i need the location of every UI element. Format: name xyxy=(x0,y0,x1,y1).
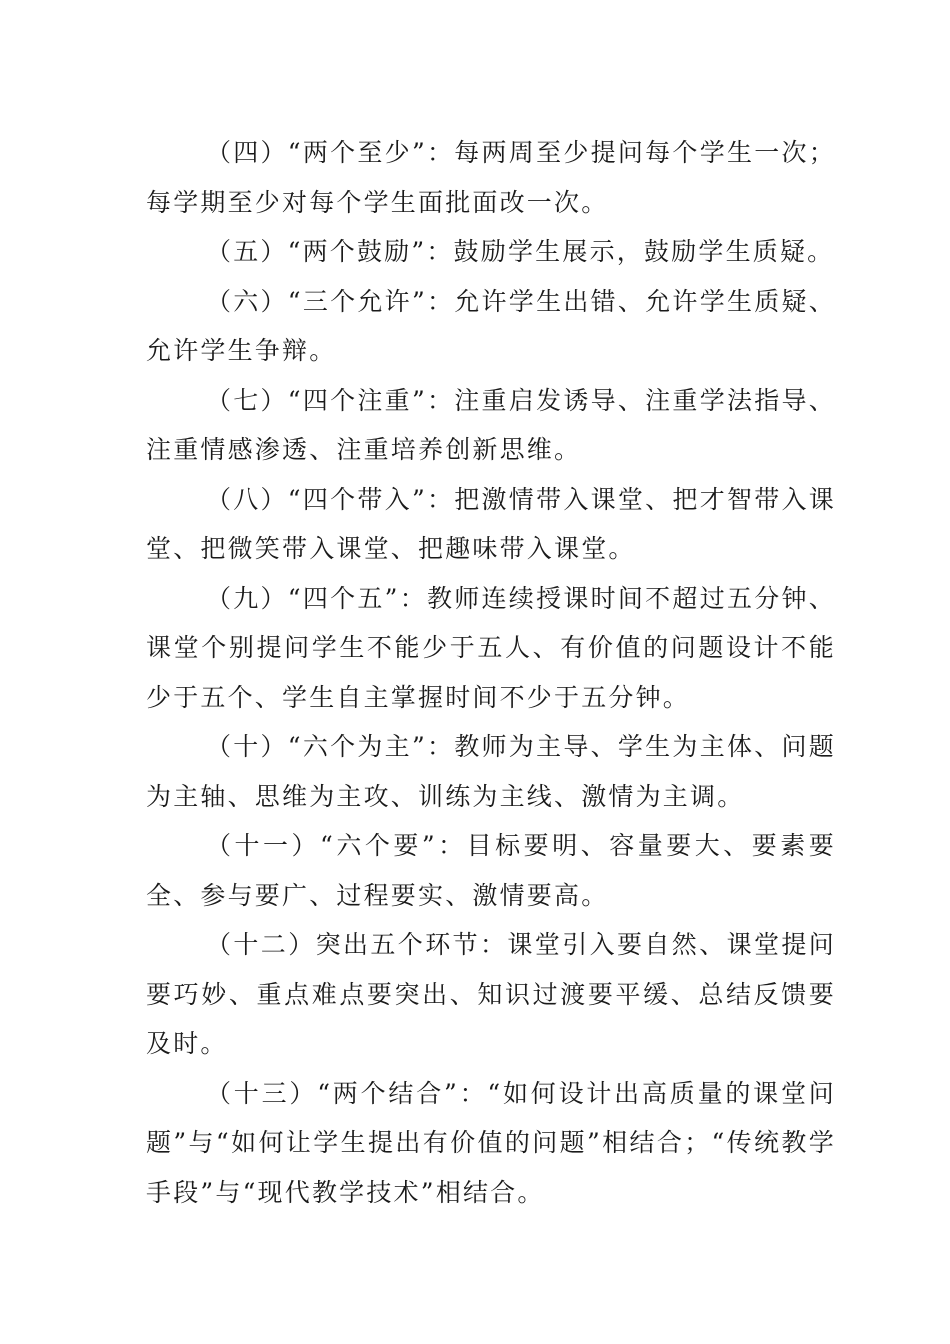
paragraph-8: （八）“四个带入”：把激情带入课堂、把才智带入课堂、把微笑带入课堂、把趣味带入课堂。 xyxy=(146,484,836,563)
paragraph-4: （四）“两个至少”：每两周至少提问每个学生一次；每学期至少对每个学生面批面改一次。 xyxy=(146,138,836,217)
paragraph-11: （十一）“六个要”：目标要明、容量要大、要素要全、参与要广、过程要实、激情要高。 xyxy=(146,831,836,910)
paragraph-7: （七）“四个注重”：注重启发诱导、注重学法指导、注重情感渗透、注重培养创新思维。 xyxy=(146,385,836,464)
paragraph-12: （十二）突出五个环节：课堂引入要自然、课堂提问要巧妙、重点难点要突出、知识过渡要平缓、总结反馈要及时。 xyxy=(146,930,836,1058)
paragraph-10: （十）“六个为主”：教师为主导、学生为主体、问题为主轴、思维为主攻、训练为主线、激情为主调。 xyxy=(146,732,836,811)
document-page xyxy=(146,128,836,1217)
paragraph-5: （五）“两个鼓励”：鼓励学生展示，鼓励学生质疑。 xyxy=(206,237,835,266)
paragraph-9: （九）“四个五”：教师连续授课时间不超过五分钟、课堂个别提问学生不能少于五人、有价值的问题设计不能少于五个、学生自主掌握时间不少于五分钟。 xyxy=(146,583,836,712)
paragraph-6: （六）“三个允许”：允许学生出错、允许学生质疑、允许学生争辩。 xyxy=(146,286,836,365)
paragraph-13: （十三）“两个结合”：“如何设计出高质量的课堂问题”与“如何让学生提出有价值的问题”相结合；“传统教学手段”与“现代教学技术”相结合。 xyxy=(146,1078,836,1207)
